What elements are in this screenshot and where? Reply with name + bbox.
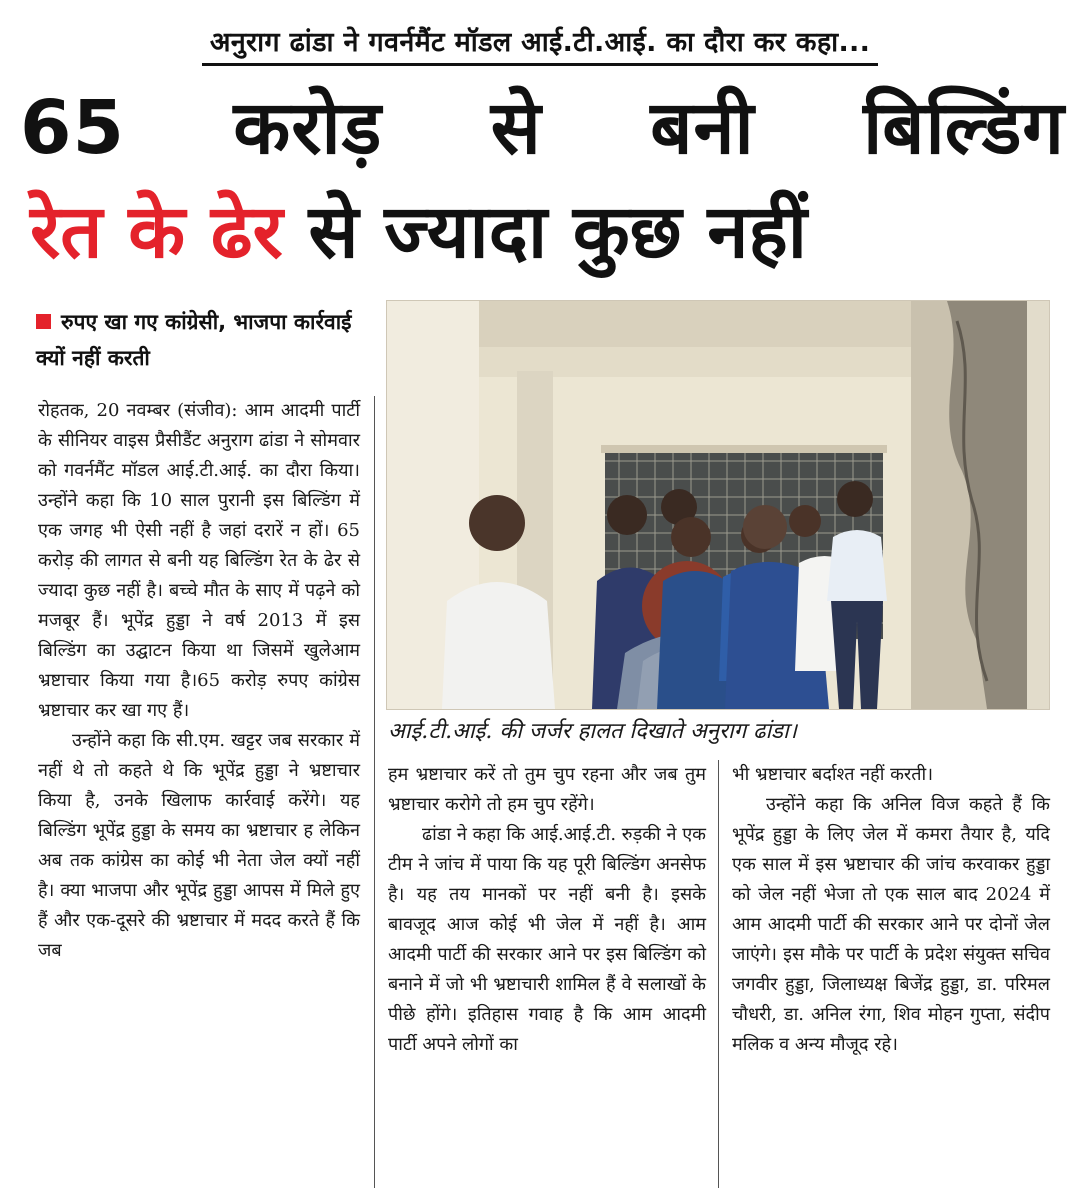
headline-line-1 bbox=[20, 78, 1065, 178]
article-column-2 bbox=[388, 760, 706, 1060]
square-bullet-icon bbox=[36, 314, 51, 329]
headline-word: बिल्डिंग bbox=[863, 85, 1065, 171]
building-inspection-illustration bbox=[387, 301, 1049, 709]
article-column-3 bbox=[732, 760, 1050, 1060]
paragraph: हम भ्रष्टाचार करें तो तुम चुप रहना और जब तुम भ्रष्टाचार करोगे तो हम चुप रहेंगे। bbox=[388, 764, 706, 815]
article-column-1 bbox=[38, 396, 360, 966]
paragraph: भी भ्रष्टाचार बर्दाश्त नहीं करती। bbox=[732, 764, 934, 785]
kicker-text: अनुराग ढांडा ने गवर्नमैंट मॉडल आई.टी.आई. का दौरा कर कहा... bbox=[202, 22, 878, 66]
paragraph: उन्होंने कहा कि अनिल विज कहते हैं कि भूपेंद्र हुड्डा के लिए जेल में कमरा तैयार है, यदि एक साल में इस भ्रष्टाचार की जांच करवाकर हुड्डा को जेल नहीं भेजा तो एक साल बाद 2024 में आम आदमी पार्टी की सरकार आने पर दोनों जेल जाएंगे। इस मौके पर पार्टी के प्रदेश संयुक्त सचिव जगवीर हुड्डा, जिलाध्यक्ष बिजेंद्र हुड्डा, डा. परिमल चौधरी, डा. अनिल रंगा, शिव मोहन गुप्ता, संदीप मलिक व अन्य मौजूद रहे। bbox=[732, 794, 1050, 1055]
column-divider bbox=[374, 396, 375, 1188]
paragraph: रोहतक, 20 नवम्बर (संजीव): आम आदमी पार्टी के सीनियर वाइस प्रैसीडैंट अनुराग ढांडा ने सोमवार को गवर्नमैंट मॉडल आई.टी.आई. का दौरा किया। उन्होंने कहा कि 10 साल पुरानी इस बिल्डिंग में एक जगह भी ऐसी नहीं है जहां दरारें न हों। 65 करोड़ की लागत से बनी यह बिल्डिंग रेत के ढेर से ज्यादा कुछ नहीं है। बच्चे मौत के साए में पढ़ने को मजबूर हैं। भूपेंद्र हुड्डा ने वर्ष 2013 में इस बिल्डिंग का उद्घाटन किया था जिसमें खुलेआम भ्रष्टाचार किया गया है।65 करोड़ रुपए कांग्रेस भ्रष्टाचार कर खा गए हैं। bbox=[38, 400, 360, 721]
paragraph: ढांडा ने कहा कि आई.आई.टी. रुड़की ने एक टीम ने जांच में पाया कि यह पूरी बिल्डिंग अनसेफ है। यह तय मानकों पर नहीं बनी है। इसके बावजूद आज कोई भी जेल में नहीं है। आम आदमी पार्टी की सरकार आने पर इस बिल्डिंग को बनाने में जो भी भ्रष्टाचारी शामिल हैं वे सलाखों के पीछे होंगे। इतिहास गवाह है कि आम आदमी पार्टी अपने लोगों का bbox=[388, 824, 706, 1055]
headline-word: बनी bbox=[650, 85, 755, 171]
headline-word: 65 bbox=[20, 85, 125, 171]
photo-caption: आई.टी.आई. की जर्जर हालत दिखाते अनुराग ढांडा। bbox=[388, 719, 797, 744]
headline-black-text: से ज्यादा कुछ नहीं bbox=[282, 189, 807, 275]
news-photo bbox=[386, 300, 1050, 710]
kicker bbox=[0, 22, 1080, 66]
subheadline-text: रुपए खा गए कांग्रेसी, भाजपा कार्रवाई क्यों नहीं करती bbox=[36, 310, 352, 370]
headline-word: करोड़ bbox=[233, 85, 383, 171]
subheadline bbox=[36, 304, 381, 376]
headline-word: से bbox=[490, 85, 542, 171]
column-divider bbox=[718, 760, 719, 1188]
paragraph: उन्होंने कहा कि सी.एम. खट्टर जब सरकार में नहीं थे तो कहते थे कि भूपेंद्र हुड्डा ने भ्रष्टाचार किया है, उनके खिलाफ कार्रवाई करेंगे। यह बिल्डिंग भूपेंद्र हुड्डा के समय का भ्रष्टाचार ह लेकिन अब तक कांग्रेस का कोई भी नेता जेल क्यों नहीं है। क्या भाजपा और भूपेंद्र हुड्डा आपस में मिले हुए हैं और एक-दूसरे की भ्रष्टाचार में मदद करते हैं कि जब bbox=[38, 730, 360, 961]
headline-line-2 bbox=[30, 178, 1060, 286]
headline-red-text: रेत के ढेर bbox=[30, 189, 283, 275]
